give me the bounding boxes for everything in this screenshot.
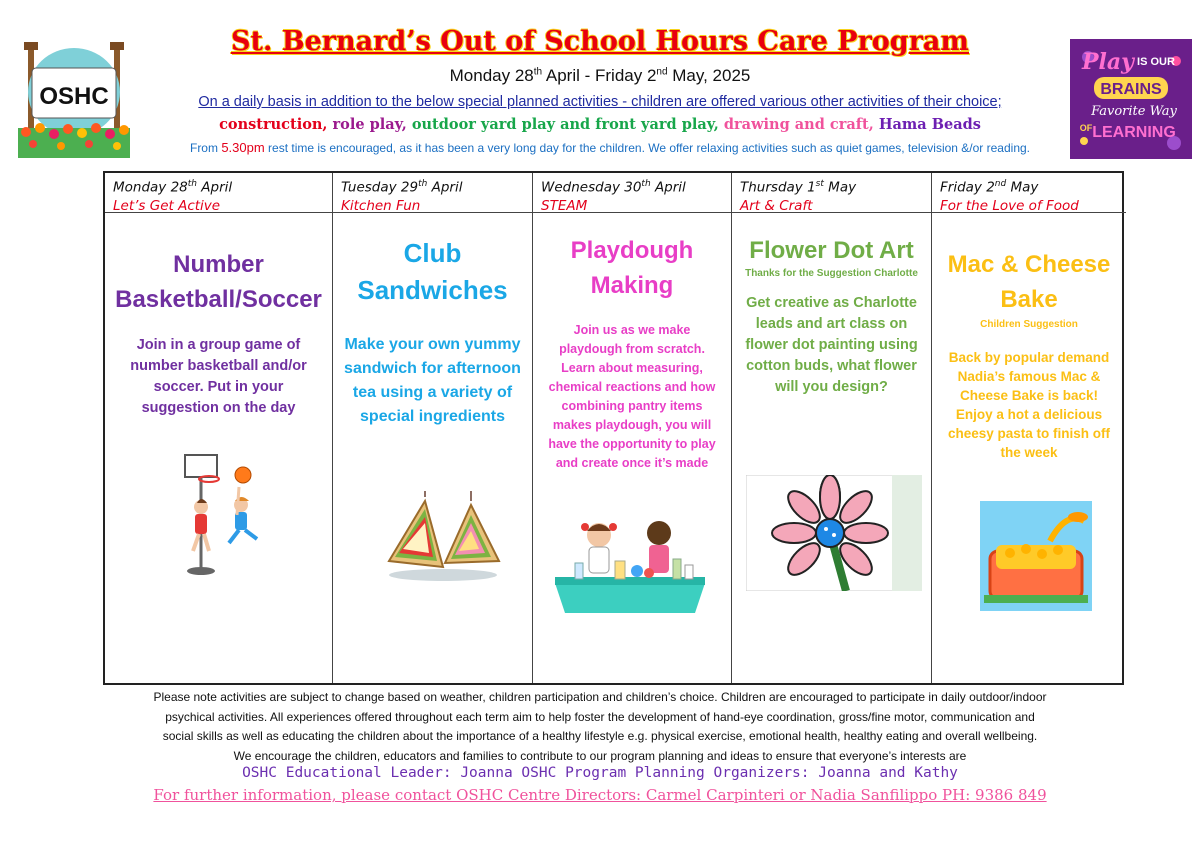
oshc-logo [18,40,130,158]
daily-activities-note: On a daily basis in addition to the below special planned activities - children are offered various other activities of their choice; [198,94,1002,110]
svg-text:OF: OF [1079,123,1093,133]
dot-flower-icon [746,475,922,596]
activity-subnote: Thanks for the Suggestion Charlotte [745,268,918,279]
activity-description: Join us as we make playdough from scratch. Learn about measuring, chemical reactions and how combining pantry items makes playdough, you will have the opportunity to play and create once it’s made [548,323,716,470]
activity-title: Playdough Making [570,237,694,299]
activity-description: Back by popular demand Nadia’s famous Mac & Cheese Bake is back! Enjoy a hot a delicious cheesy pasta to finish off the week [947,350,1111,460]
activity-description: Join in a group game of number basketball and/or soccer. Put in your suggestion on the day [130,337,307,416]
play-brains-poster [1070,39,1192,159]
day-theme: STEAM [541,197,588,214]
day-theme: For the Love of Food [940,197,1079,214]
activity-description: Make your own yummy sandwich for afternoon tea using a variety of special ingredients [344,336,521,425]
day-column-tuesday [333,173,533,683]
activity-list: construction, role play, outdoor yard play and front yard play, drawing and craft, Hama Beads [219,116,981,133]
educational-leader: OSHC Educational Leader: Joanna OSHC Program Planning Organizers: Joanna and Kathy [242,765,958,781]
activity-title: Number Basketball/Soccer [115,251,322,313]
svg-text:BRAINS: BRAINS [1100,81,1162,98]
day-theme: Art & Craft [740,197,813,214]
day-column-wednesday [533,173,732,683]
activity-title: Mac & Cheese Bake [947,251,1111,313]
activity-description: Get creative as Charlotte leads and art class on flower dot painting using cotton buds, what flower will you design? [745,295,918,395]
footer-note: Please note activities are subject to change based on weather, children participation and children’s choice. Children are encouraged to participate in daily outdoor/indoor psychical activities. All experiences offered throughout each term aim to help foster the development of hand-eye coordination, gross/fine motor, communication and social skills as well as educating the children about the importance of a healthy lifestyle e.g. physical exercise, emotional health, healthy eating and overall wellbeing. We encourage the children, educators and families to contribute to our program planning and ideas to ensure that everyone’s interests are [153,690,1047,763]
day-column-thursday [732,173,932,683]
svg-text:Play: Play [1082,49,1134,75]
kids-experiment-icon [555,513,705,622]
activity-title: Flower Dot Art [749,237,914,264]
day-theme: Let’s Get Active [113,197,221,214]
day-column-monday [105,173,333,683]
rest-time-note: From 5.30pm rest time is encouraged, as it has been a very long day for the children. We offer relaxing activities such as quiet games, television &/or reading. [189,140,1030,155]
svg-text:Favorite Way: Favorite Way [1091,104,1177,119]
oshc-logo-text: OSHC [39,83,109,110]
day-column-friday [932,173,1126,683]
program-title: St. Bernard’s Out of School Hours Care Program [231,26,969,57]
day-header: Tuesday 29th April Kitchen Fun [333,173,532,213]
basketball-kids-icon [177,451,273,584]
contact-info: For further information, please contact OSHC Centre Directors: Carmel Carpinteri or Nadia Sanfilippo PH: 9386 849 [153,786,1047,804]
day-theme: Kitchen Fun [341,197,421,214]
mac-cheese-icon [980,501,1092,616]
activity-title: Club Sandwiches [357,238,508,305]
date-range: Monday 28th April - Friday 2nd May, 2025 [449,66,751,85]
svg-text:IS OUR: IS OUR [1137,56,1175,68]
day-header: Monday 28th April Let’s Get Active [105,173,332,213]
sandwich-icon [385,491,503,588]
activity-subnote: Children Suggestion [980,319,1078,330]
day-header: Thursday 1st May Art & Craft [732,173,931,213]
svg-text:LEARNING: LEARNING [1092,124,1176,141]
day-header: Friday 2nd May For the Love of Food [932,173,1126,213]
weekly-activity-table [103,171,1124,685]
day-header: Wednesday 30th April STEAM [533,173,731,213]
